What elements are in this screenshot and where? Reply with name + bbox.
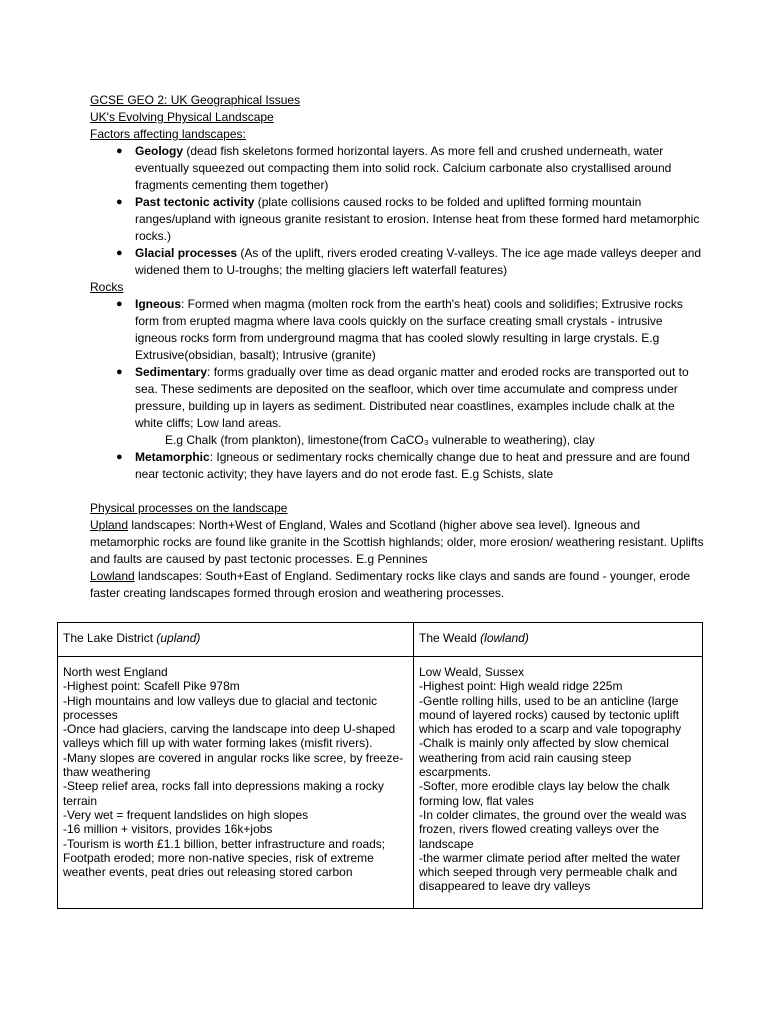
factor-term: Glacial processes <box>135 246 238 260</box>
list-item <box>90 296 704 364</box>
bullet-icon: ● <box>116 196 123 208</box>
table-cell-lake-district <box>58 657 414 909</box>
rock-example: E.g Chalk (from plankton), limestone(from CaCO₃ vulnerable to weathering), clay <box>165 433 595 447</box>
cell-line: -Tourism is worth £1.1 billion, better infrastructure and roads; Footpath eroded; more non-native species, risk of extreme weather events, peat dries out releasing stored carbon <box>63 836 386 880</box>
cell-line: -Many slopes are covered in angular rocks like scree, by freeze-thaw weathering <box>63 750 404 780</box>
cell-line: -Highest point: High weald ridge 225m <box>419 679 623 694</box>
list-item <box>90 449 704 483</box>
upland-term: Upland <box>90 518 129 532</box>
table-row <box>58 623 703 657</box>
list-item <box>90 143 704 194</box>
cell-line: -High mountains and low valleys due to glacial and tectonic processes <box>63 693 378 722</box>
factor-text: (plate collisions caused rocks to be folded and uplifted forming mountain ranges/upland with igneous granite resistant to erosion. Intense heat from these formed hard metamorphic rocks.) <box>135 195 700 243</box>
lowland-text: landscapes: South+East of England. Sedimentary rocks like clays and sands are found - younger, erode faster creating landscapes formed through erosion and weathering processes. <box>90 569 691 600</box>
table-cell-weald <box>414 657 703 909</box>
comparison-table <box>57 622 703 909</box>
lowland-term: Lowland <box>90 569 135 583</box>
list-item <box>90 194 704 245</box>
factor-term: Past tectonic activity <box>135 195 255 209</box>
table-header-weald: The Weald (lowland) <box>414 623 703 657</box>
rock-term: Igneous <box>135 297 182 311</box>
rock-term: Sedimentary <box>135 365 208 379</box>
rock-text: : Igneous or sedimentary rocks chemically change due to heat and pressure and are found near tectonic activity; they have layers and do not erode fast. E.g Schists, slate <box>135 450 690 481</box>
bullet-icon: ● <box>116 247 123 259</box>
factors-list <box>90 143 704 279</box>
cell-line: -Softer, more erodible clays lay below the chalk forming low, flat vales <box>419 779 670 808</box>
cell-line: -Once had glaciers, carving the landscape into deep U-shaped valleys which fill up with water forming lakes (misfit rivers). <box>63 722 396 751</box>
rock-term: Metamorphic <box>135 450 210 464</box>
factors-heading: Factors affecting landscapes: <box>90 127 246 141</box>
cell-line: -the warmer climate period after melted the water which seeped through very permeable chalk and disappeared to leave dry valleys <box>419 850 681 894</box>
bullet-icon: ● <box>116 451 123 463</box>
cell-line: -Very wet = frequent landslides on high slopes <box>63 807 309 822</box>
lowland-paragraph <box>90 568 704 602</box>
bullet-icon: ● <box>116 145 123 157</box>
cell-line: North west England <box>63 665 168 679</box>
list-item <box>90 364 704 449</box>
factor-text: (As of the uplift, rivers eroded creating V-valleys. The ice age made valleys deeper and widened them to U-troughs; the melting glaciers left waterfall features) <box>135 246 702 277</box>
upland-text: landscapes: North+West of England, Wales and Scotland (higher above sea level). Igneous and metamorphic rocks are found like granite in the Scottish highlands; older, more erosion/ weathering resistant. Uplifts and faults are caused by past tectonic processes. E.g Pennines <box>90 518 704 566</box>
doc-subtitle: UK's Evolving Physical Landscape <box>90 110 274 124</box>
factor-text: (dead fish skeletons formed horizontal layers. As more fell and crushed underneath, water eventually squeezed out compacting them into solid rock. Calcium carbonate also crystallised around fragments cementing them together) <box>135 144 672 192</box>
cell-line: Low Weald, Sussex <box>419 665 525 679</box>
cell-line: -Highest point: Scafell Pike 978m <box>63 679 240 694</box>
rock-text: : forms gradually over time as dead organic matter and eroded rocks are transported out to sea. These sediments are deposited on the seafloor, which over time accumulate and compress under pressure, building up in layers as sediment. Distributed near coastlines, examples include chalk at the white cliffs; Low land areas. <box>135 365 689 430</box>
upland-paragraph <box>90 517 704 568</box>
list-item <box>90 245 704 279</box>
cell-line: -Steep relief area, rocks fall into depressions making a rocky terrain <box>63 779 384 808</box>
rock-text: : Formed when magma (molten rock from the earth's heat) cools and solidifies; Extrusive rocks form from erupted magma where lava cools quickly on the surface creating small crystals - intrusive igneous rocks form from underground magma that has cooled slowly resulting in large crystals. E.g Extrusive(obsidian, basalt); Intrusive (granite) <box>135 297 683 362</box>
cell-line: -Gentle rolling hills, used to be an anticline (large mound of layered rocks) caused by tectonic uplift which has eroded to a scarp and vale topography <box>419 693 682 737</box>
bullet-icon: ● <box>116 298 123 310</box>
table-row <box>58 657 703 909</box>
doc-title: GCSE GEO 2: UK Geographical Issues <box>90 93 301 107</box>
bullet-icon: ● <box>116 366 123 378</box>
rocks-heading: Rocks <box>90 280 124 294</box>
factor-term: Geology <box>135 144 184 158</box>
processes-heading: Physical processes on the landscape <box>90 501 288 515</box>
cell-line: -16 million + visitors, provides 16k+jobs <box>63 822 273 837</box>
cell-line: -In colder climates, the ground over the weald was frozen, rivers flowed creating valleys over the landscape <box>419 807 687 851</box>
table-header-lake-district: The Lake District (upland) <box>58 623 414 657</box>
cell-line: -Chalk is mainly only affected by slow chemical weathering from acid rain causing steep escarpments. <box>419 736 669 780</box>
rocks-list <box>90 296 704 483</box>
document-body <box>90 92 704 602</box>
